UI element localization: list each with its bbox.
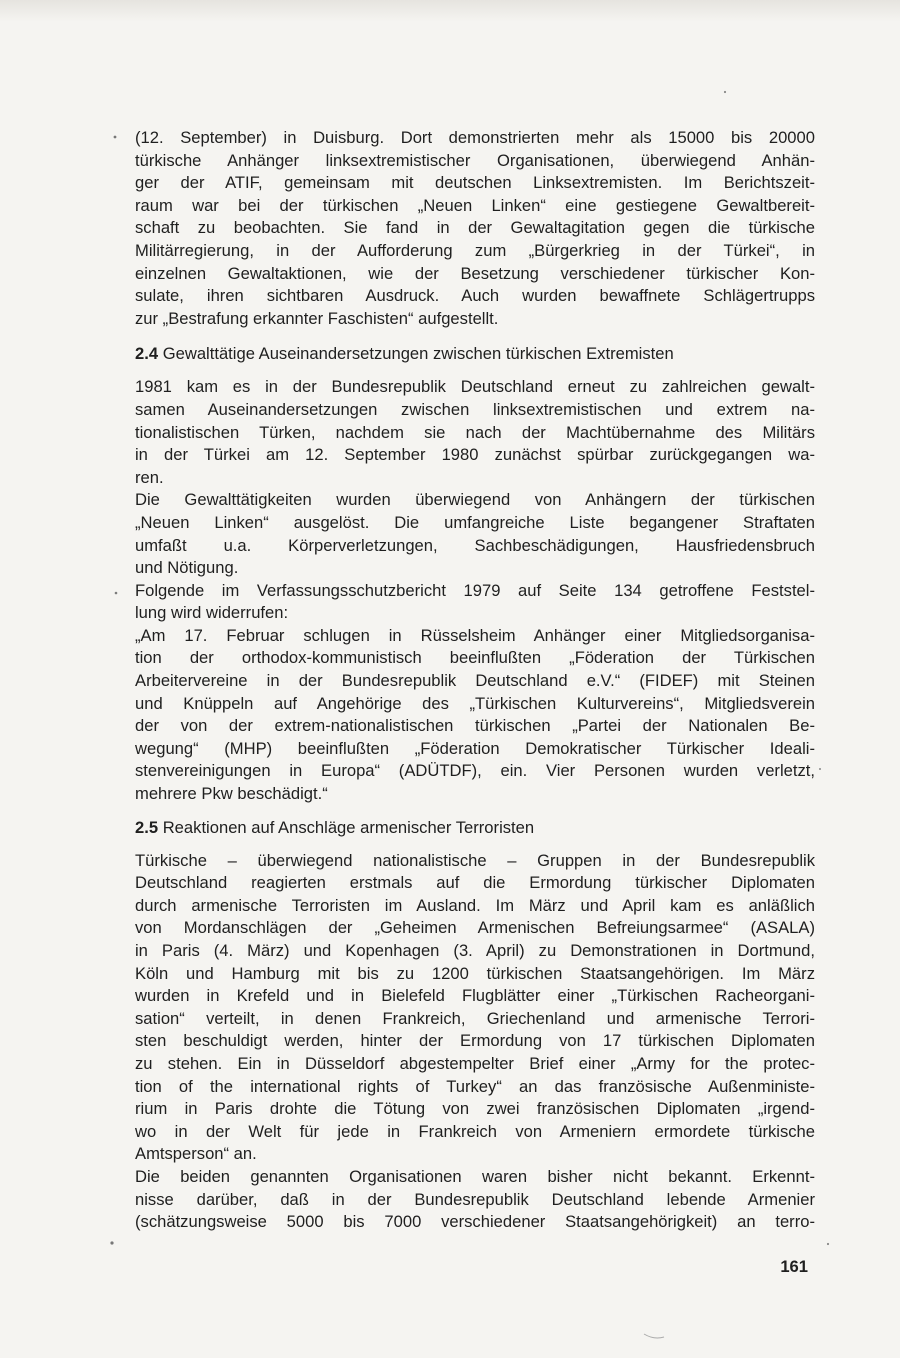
section-number: 2.4: [135, 344, 159, 364]
text-line: ren.: [135, 467, 164, 487]
text-line: 1981 kam es in der Bundesrepublik Deutschland erneut zu zahlreichen gewalt-: [135, 377, 815, 397]
text-line: mehrere Pkw beschädigt.“: [135, 784, 328, 804]
text-line: sulate, ihren sichtbaren Ausdruck. Auch wurden bewaffnete Schlägertrupps: [135, 286, 815, 306]
text-line: zur „Bestrafung erkannter Faschisten“ aufgestellt.: [135, 308, 499, 328]
section-title: Reaktionen auf Anschläge armenischer Terroristen: [162, 817, 535, 837]
text-line: und Nötigung.: [135, 558, 239, 578]
text-line: Militärregierung, in der Aufforderung zum „Bürgerkrieg in der Türkei“, in: [135, 240, 815, 260]
text-line: Amtsperson“ an.: [135, 1144, 257, 1164]
text-line: samen Auseinandersetzungen zwischen linksextremistischen und extrem na-: [135, 399, 815, 419]
section-2-4-quotation: [135, 625, 815, 806]
text-line: Arbeitervereine in der Bundesrepublik Deutschland e.V.“ (FIDEF) mit Steinen: [135, 671, 815, 691]
text-line: lung wird widerrufen:: [135, 603, 289, 623]
section-2-4-paragraph-3: [135, 580, 815, 625]
text-line: rium in Paris drohte die Tötung von zwei französischen Diplomaten „irgend-: [135, 1099, 815, 1119]
text-line: Folgende im Verfassungsschutzbericht 1979 auf Seite 134 getroffene Feststel-: [135, 580, 815, 600]
page-number: 161: [780, 1257, 808, 1276]
text-line: schaft zu beobachten. Sie fand in der Gewaltagitation gegen die türkische: [135, 218, 815, 238]
text-line: „Neuen Linken“ ausgelöst. Die umfangreiche Liste begangener Straftaten: [135, 512, 815, 532]
text-line: umfaßt u.a. Körperverletzungen, Sachbeschädigungen, Hausfriedensbruch: [135, 535, 815, 555]
text-line: sten beschuldigt werden, hinter der Ermordung von 17 türkischen Diplomaten: [135, 1031, 815, 1051]
text-line: zu stehen. Ein in Düsseldorf abgestempelter Brief einer „Army for the protec-: [135, 1053, 815, 1073]
text-line: tionalistischen Türken, nachdem sie nach der Machtübernahme des Militärs: [135, 422, 815, 442]
text-line: von Mordanschlägen der „Geheimen Armenischen Befreiungsarmee“ (ASALA): [135, 918, 815, 938]
section-2-4-paragraph-2: [135, 489, 815, 579]
text-line: Die beiden genannten Organisationen waren bisher nicht bekannt. Erkennt-: [135, 1166, 815, 1186]
text-line: stenvereinigungen in Europa“ (ADÜTDF), ein. Vier Personen wurden verletzt,: [135, 761, 815, 781]
text-line: wegung“ (MHP) beeinflußten „Föderation Demokratischer Türkischer Ideali-: [135, 738, 815, 758]
text-line: tion of the international rights of Turkey“ an das französische Außenministe-: [135, 1076, 815, 1096]
text-line: in Paris (4. März) und Kopenhagen (3. April) zu Demonstrationen in Dortmund,: [135, 941, 815, 960]
section-2-4-paragraph-1: [135, 376, 815, 489]
text-line: nisse darüber, daß in der Bundesrepublik Deutschland lebende Armenier: [135, 1189, 815, 1209]
text-line: (12. September) in Duisburg. Dort demonstrierten mehr als 15000 bis 20000: [135, 128, 815, 147]
text-line: Die Gewalttätigkeiten wurden überwiegend von Anhängern der türkischen: [135, 490, 815, 510]
text-line: und Knüppeln auf Angehörige des „Türkischen Kulturvereins“, Mitgliedsverein: [135, 693, 815, 713]
page-content: [135, 127, 815, 1234]
text-line: der von der extrem-nationalistischen türkischen „Partei der Nationalen Be-: [135, 716, 815, 736]
text-line: tion der orthodox-kommunistisch beeinflußten „Föderation der Türkischen: [135, 648, 815, 668]
section-heading-2-5: [135, 816, 815, 840]
text-line: (schätzungsweise 5000 bis 7000 verschiedener Staatsangehörigkeit) an terro-: [135, 1212, 815, 1232]
scan-edge-shading: [0, 0, 900, 22]
text-line: Köln und Hamburg mit bis zu 1200 türkischen Staatsangehörigen. Im März: [135, 963, 815, 983]
text-line: durch armenische Terroristen im Ausland. Im März und April kam es anläßlich: [135, 895, 815, 915]
section-heading-2-4: [135, 342, 815, 366]
text-line: türkische Anhänger linksextremistischer Organisationen, überwiegend Anhän-: [135, 150, 815, 170]
text-line: „Am 17. Februar schlugen in Rüsselsheim Anhänger einer Mitgliedsorganisa-: [135, 625, 815, 645]
section-2-5-paragraph-2: [135, 1166, 815, 1234]
section-number: 2.5: [135, 817, 159, 837]
text-line: in der Türkei am 12. September 1980 zunächst spürbar zurückgegangen wa-: [135, 445, 815, 465]
text-line: einzelnen Gewaltaktionen, wie der Besetzung verschiedener türkischer Kon-: [135, 263, 815, 283]
section-2-5-paragraph-1: [135, 850, 815, 1166]
text-line: ger der ATIF, gemeinsam mit deutschen Linksextremisten. Im Berichtszeit-: [135, 173, 815, 193]
text-line: Deutschland reagierten erstmals auf die Ermordung türkischer Diplomaten: [135, 873, 815, 893]
text-line: wurden in Krefeld und in Bielefeld Flugblätter einer „Türkischen Racheorgani-: [135, 986, 815, 1006]
text-line: wo in der Welt für jede in Frankreich von Armeniern ermordete türkische: [135, 1121, 815, 1141]
section-title: Gewalttätige Auseinandersetzungen zwischen türkischen Extremisten: [162, 344, 674, 364]
text-line: raum war bei der türkischen „Neuen Linken“ eine gestiegene Gewaltbereit-: [135, 195, 815, 215]
intro-paragraph: [135, 127, 815, 330]
text-line: Türkische – überwiegend nationalistische – Gruppen in der Bundesrepublik: [135, 850, 815, 870]
text-line: sation“ verteilt, in denen Frankreich, Griechenland und armenische Terrori-: [135, 1008, 815, 1028]
